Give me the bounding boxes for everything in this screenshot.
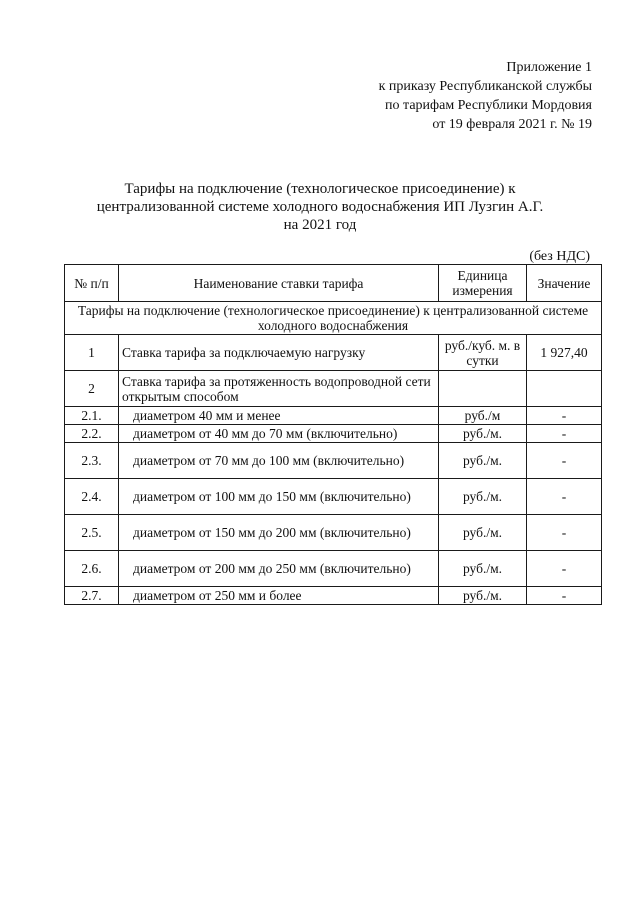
vat-note: (без НДС): [529, 249, 590, 264]
row-unit: руб./куб. м. в сутки: [439, 335, 527, 371]
row-value: -: [527, 479, 602, 515]
appendix-line-4: от 19 февраля 2021 г. № 19: [432, 117, 592, 132]
table-row: [65, 551, 602, 587]
row-unit: руб./м.: [439, 515, 527, 551]
table-row: [65, 335, 602, 371]
row-unit: руб./м.: [439, 587, 527, 605]
row-num: 2.7.: [65, 587, 119, 605]
appendix-line-3: по тарифам Республики Мордовия: [385, 98, 592, 113]
row-unit: [439, 371, 527, 407]
row-value: -: [527, 551, 602, 587]
row-num: 1: [65, 335, 119, 371]
row-unit: руб./м.: [439, 425, 527, 443]
row-name: диаметром от 250 мм и более: [119, 587, 439, 605]
row-num: 2: [65, 371, 119, 407]
appendix-line-2: к приказу Республиканской службы: [378, 79, 592, 94]
row-unit: руб./м.: [439, 443, 527, 479]
row-name: Ставка тарифа за протяженность водопроводной сети открытым способом: [119, 371, 439, 407]
table-row: [65, 425, 602, 443]
title-line-3: на 2021 год: [283, 217, 357, 233]
row-value: -: [527, 587, 602, 605]
table-row: [65, 443, 602, 479]
row-unit: руб./м.: [439, 551, 527, 587]
table-header-row: [65, 265, 602, 302]
row-unit: руб./м: [439, 407, 527, 425]
row-name: Ставка тарифа за подключаемую нагрузку: [119, 335, 439, 371]
header-num: № п/п: [65, 265, 119, 302]
header-name: Наименование ставки тарифа: [119, 265, 439, 302]
row-unit: руб./м.: [439, 479, 527, 515]
title-line-2: централизованной системе холодного водоснабжения ИП Лузгин А.Г.: [96, 199, 544, 215]
row-name: диаметром от 40 мм до 70 мм (включительно): [119, 425, 439, 443]
row-value: -: [527, 407, 602, 425]
row-num: 2.4.: [65, 479, 119, 515]
row-num: 2.6.: [65, 551, 119, 587]
appendix-header: [379, 58, 592, 134]
row-name: диаметром от 70 мм до 100 мм (включительно): [119, 443, 439, 479]
section-row: [65, 302, 602, 335]
document-title: [0, 180, 640, 234]
row-value: -: [527, 443, 602, 479]
row-value: [527, 371, 602, 407]
tariff-table: [64, 264, 602, 605]
table-row: [65, 407, 602, 425]
section-title: Тарифы на подключение (технологическое присоединение) к централизованной системе холодного водоснабжения: [65, 302, 602, 335]
row-num: 2.3.: [65, 443, 119, 479]
table-row: [65, 515, 602, 551]
table-row: [65, 479, 602, 515]
title-line-1: Тарифы на подключение (технологическое присоединение) к: [124, 181, 516, 197]
row-name: диаметром от 200 мм до 250 мм (включительно): [119, 551, 439, 587]
row-value: 1 927,40: [527, 335, 602, 371]
table-row: [65, 371, 602, 407]
row-num: 2.5.: [65, 515, 119, 551]
row-name: диаметром от 100 мм до 150 мм (включительно): [119, 479, 439, 515]
row-num: 2.2.: [65, 425, 119, 443]
row-name: диаметром 40 мм и менее: [119, 407, 439, 425]
row-value: -: [527, 425, 602, 443]
header-unit: Единица измерения: [439, 265, 527, 302]
row-value: -: [527, 515, 602, 551]
row-name: диаметром от 150 мм до 200 мм (включительно): [119, 515, 439, 551]
row-num: 2.1.: [65, 407, 119, 425]
appendix-line-1: Приложение 1: [506, 60, 592, 75]
header-value: Значение: [527, 265, 602, 302]
table-row: [65, 587, 602, 605]
